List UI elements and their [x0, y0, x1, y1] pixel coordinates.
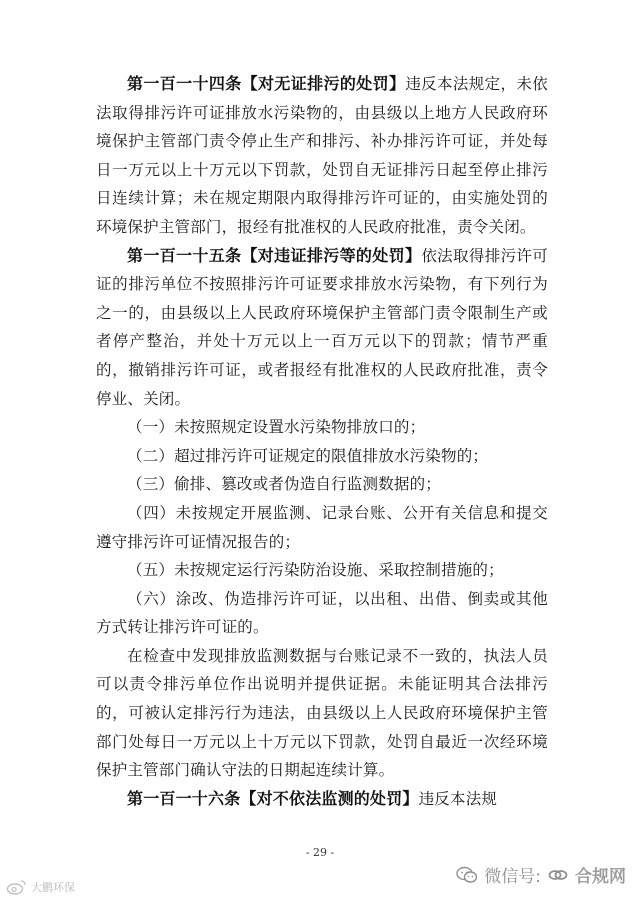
closing-paragraph: 在检查中发现排放监测数据与台账记录不一致的，执法人员可以责令排污单位作出说明并提供证据。未能证明其合法排污的，可被认定排污行为违法，由县级以上人民政府环境保护主管部门处每日一万元以上十万元以下罚款，处罚自最近一次经环境保护主管部门确认守法的日期起连续计算。: [96, 646, 548, 780]
document-body: [96, 70, 548, 813]
article-114: [96, 70, 548, 242]
list-item: （二）超过排污许可证规定的限值排放水污染物的；: [127, 446, 489, 465]
watermark-left-text: 大鹏环保: [31, 881, 75, 894]
list-item: （一）未按照规定设置水污染物排放口的；: [127, 418, 426, 437]
page-number: - 29 -: [305, 846, 335, 859]
list-item: （六）涂改、伪造排污许可证，以出租、出借、倒卖或其他方式转让排污许可证的。: [96, 589, 548, 637]
article-body: 违反本法规定，未依法取得排污许可证排放水污染物的，由县级以上地方人民政府环境保护主管部门责令停止生产和排污、补办排污许可证，并处每日一万元以上十万元以下罚款，处罚自无证排污日起至停止排污日连续计算；未在规定期限内取得排污许可证的，由实施处罚的环境保护主管部门，报经有批准权的人民政府批准，责令关闭。: [96, 75, 548, 236]
article-heading: 第一百一十五条【对违证排污等的处罚】: [127, 245, 422, 265]
article-116: [96, 785, 548, 814]
watermark-left: [6, 878, 75, 896]
wechat-icon: [456, 866, 478, 884]
weibo-icon: [6, 878, 28, 896]
watermark-right-label: 微信号:: [484, 867, 541, 887]
watermark-right-brand: 合规网: [575, 867, 626, 887]
list-item: （五）未按规定运行污染防治设施、采取控制措施的；: [127, 561, 504, 580]
article-body: 依法取得排污许可证的排污单位不按照排污许可证要求排放水污染物，有下列行为之一的，由县级以上人民政府环境保护主管部门责令限制生产或者停产整治，并处十万元以上一百万元以下的罚款；情节严重的，撤销排污许可证，或者报经有批准权的人民政府批准，责令停业、关闭。: [96, 246, 548, 408]
article-heading: 第一百一十四条【对无证排污的处罚】: [127, 74, 406, 93]
list-item: （三）偷排、篡改或者伪造自行监测数据的；: [127, 475, 442, 494]
watermark-right: [456, 862, 626, 887]
article-115: [96, 242, 548, 414]
article-body: 违反本法规: [418, 789, 498, 808]
article-heading: 第一百一十六条【对不依法监测的处罚】: [127, 788, 419, 808]
link-logo-icon: [547, 866, 569, 884]
list-item: （四）未按规定开展监测、记录台账、公开有关信息和提交遵守排污许可证情况报告的；: [96, 503, 548, 551]
